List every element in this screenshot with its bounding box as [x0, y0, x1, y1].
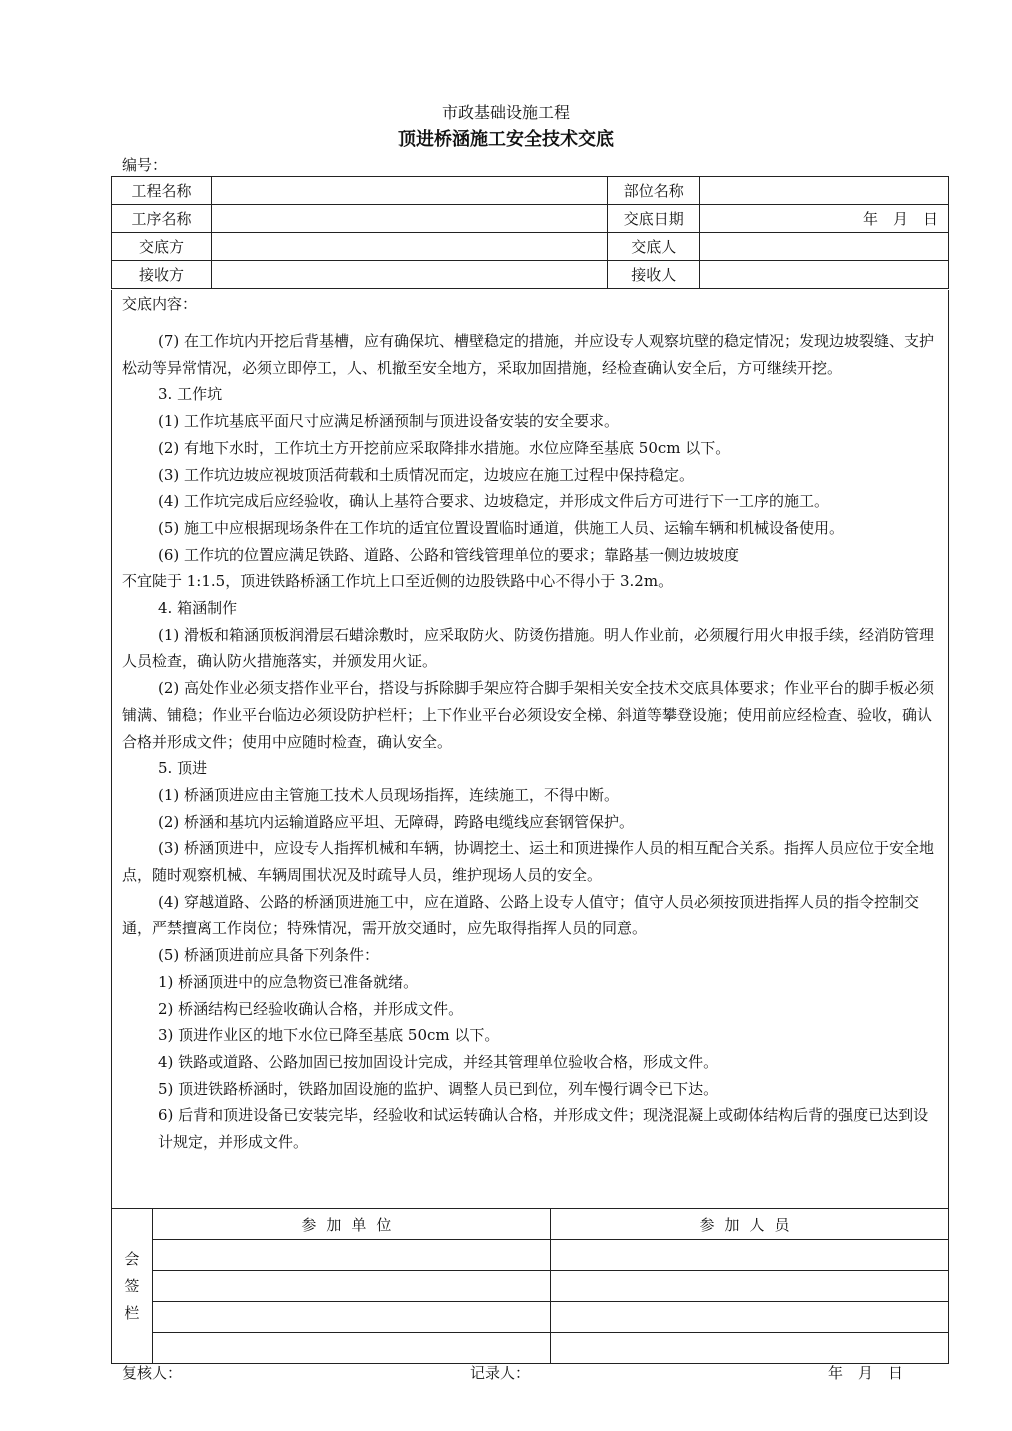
- info-row: [112, 177, 949, 205]
- content-paragraph: 6) 后背和顶进设备已安装完毕，经验收和试运转确认合格，并形成文件；现浇混凝上或砌体结构后背的强度已达到设计规定，并形成文件。: [158, 1106, 929, 1152]
- info-row: [112, 205, 949, 233]
- content-label: 交底内容：: [122, 295, 198, 313]
- issuer-person-field[interactable]: [700, 233, 949, 261]
- signature-row: [112, 1271, 949, 1302]
- unit-header: 参加单位: [152, 1209, 550, 1240]
- part-name-label: 部位名称: [608, 177, 700, 205]
- part-name-field[interactable]: [700, 177, 949, 205]
- person-cell[interactable]: [550, 1333, 948, 1364]
- recorder-label: 记录人：: [470, 1364, 531, 1382]
- receiver-field[interactable]: [211, 261, 607, 289]
- content-paragraph: 4. 箱涵制作: [158, 599, 238, 618]
- content-paragraph: 5. 顶进: [158, 759, 208, 778]
- process-name-field[interactable]: [211, 205, 607, 233]
- receiver-person-field[interactable]: [700, 261, 949, 289]
- content-paragraph: 1) 桥涵顶进中的应急物资已准备就绪。: [158, 972, 419, 991]
- signature-row: [112, 1333, 949, 1364]
- content-paragraph: (3) 工作坑边坡应视坡顶活荷载和土质情况而定，边坡应在施工过程中保持稳定。: [158, 465, 695, 484]
- content-paragraph: 4) 铁路或道路、公路加固已按加固设计完成，并经其管理单位验收合格，形成文件。: [158, 1052, 719, 1071]
- issuer-label: 交底方: [112, 233, 212, 261]
- person-cell[interactable]: [550, 1302, 948, 1333]
- content-paragraph: (2) 高处作业必须支搭作业平台，搭设与拆除脚手架应符合脚手架相关安全技术交底具体要求；作业平台的脚手板必须铺满、铺稳；作业平台临边必须设防护栏杆；上下作业平台必须设安全梯、斜道等攀登设施；使用前应经检查、验收，确认合格并形成文件；使用中应随时检查，确认安全。: [122, 679, 935, 751]
- person-cell[interactable]: [550, 1271, 948, 1302]
- content-paragraph: (6) 工作坑的位置应满足铁路、道路、公路和管线管理单位的要求；靠路基一侧边坡坡度: [158, 545, 740, 564]
- document-subtitle: 市政基础设施工程: [441, 103, 570, 122]
- issuer-field[interactable]: [211, 233, 607, 261]
- reviewer-label: 复核人：: [122, 1364, 183, 1382]
- content-paragraph: (1) 工作坑基底平面尺寸应满足桥涵预制与顶进设备安装的安全要求。: [158, 412, 620, 431]
- receiver-person-label: 接收人: [608, 261, 700, 289]
- content-paragraph: (2) 桥涵和基坑内运输道路应平坦、无障碍，跨路电缆线应套钢管保护。: [158, 812, 635, 831]
- signature-row: [112, 1302, 949, 1333]
- content-body: [122, 328, 940, 1156]
- content-paragraph: (3) 桥涵顶进中，应设专人指挥机械和车辆，协调挖土、运土和顶进操作人员的相互配合关系。指挥人员应位于安全地点，随时观察机械、车辆周围状况及时疏导人员，维护现场人员的安全。: [122, 839, 935, 885]
- receiver-label: 接收方: [112, 261, 212, 289]
- person-header: 参加人员: [550, 1209, 948, 1240]
- process-name-label: 工序名称: [112, 205, 212, 233]
- signature-header-row: [112, 1209, 949, 1240]
- content-paragraph: (1) 滑板和箱涵顶板润滑层石蜡涂敷时，应采取防火、防烫伤措施。明人作业前，必须履行用火申报手续，经消防管理人员检查，确认防火措施落实，并颁发用火证。: [122, 625, 935, 671]
- content-paragraph: (5) 施工中应根据现场条件在工作坑的适宜位置设置临时通道，供施工人员、运输车辆和机械设备使用。: [158, 518, 845, 537]
- content-paragraph: (7) 在工作坑内开挖后背基槽，应有确保坑、槽壁稳定的措施，并应设专人观察坑壁的稳定情况；发现边坡裂缝、支护松动等异常情况，必须立即停工，人、机撤至安全地方，采取加固措施，经检查确认安全后，方可继续开挖。: [122, 332, 935, 377]
- unit-cell[interactable]: [152, 1240, 550, 1271]
- info-row: [112, 233, 949, 261]
- content-paragraph: 2) 桥涵结构已经验收确认合格，并形成文件。: [158, 999, 464, 1018]
- info-row: [112, 261, 949, 289]
- unit-cell[interactable]: [152, 1333, 550, 1364]
- person-cell[interactable]: [550, 1240, 948, 1271]
- countersign-label-text: 会 签 栏: [124, 1249, 140, 1322]
- unit-cell[interactable]: [152, 1302, 550, 1333]
- content-paragraph: (2) 有地下水时，工作坑土方开挖前应采取降排水措施。水位应降至基底 50cm 以下。: [158, 438, 731, 457]
- document-title: 顶进桥涵施工安全技术交底: [398, 129, 614, 150]
- content-paragraph: 3) 顶进作业区的地下水位已降至基底 50cm 以下。: [158, 1026, 500, 1045]
- info-table: [111, 176, 949, 289]
- issuer-person-label: 交底人: [608, 233, 700, 261]
- date-label: 交底日期: [608, 205, 700, 233]
- content-paragraph: (1) 桥涵顶进应由主管施工技术人员现场指挥，连续施工，不得中断。: [158, 785, 620, 804]
- content-paragraph: (4) 穿越道路、公路的桥涵顶进施工中，应在道路、公路上设专人值守；值守人员必须按顶进指挥人员的指令控制交通，严禁擅离工作岗位；特殊情况，需开放交通时，应先取得指挥人员的同意。: [122, 892, 920, 938]
- signature-row: [112, 1240, 949, 1271]
- project-name-field[interactable]: [211, 177, 607, 205]
- signature-table: [111, 1208, 949, 1364]
- content-paragraph: 5) 顶进铁路桥涵时，铁路加固设施的监护、调整人员已到位，列车慢行调令已下达。: [158, 1079, 719, 1098]
- serial-number-label: 编号：: [122, 156, 168, 174]
- footer-date: 年 月 日: [828, 1364, 904, 1382]
- date-field[interactable]: 年 月 日: [700, 205, 949, 233]
- content-paragraph: (5) 桥涵顶进前应具备下列条件：: [158, 946, 380, 965]
- content-paragraph: 不宜陡于 1:1.5，顶进铁路桥涵工作坑上口至近侧的边股铁路中心不得小于 3.2m。: [122, 572, 674, 591]
- countersign-label: [112, 1209, 153, 1364]
- unit-cell[interactable]: [152, 1271, 550, 1302]
- project-name-label: 工程名称: [112, 177, 212, 205]
- content-paragraph: 3. 工作坑: [158, 385, 223, 404]
- content-paragraph: (4) 工作坑完成后应经验收，确认上基符合要求、边坡稳定，并形成文件后方可进行下一工序的施工。: [158, 492, 830, 511]
